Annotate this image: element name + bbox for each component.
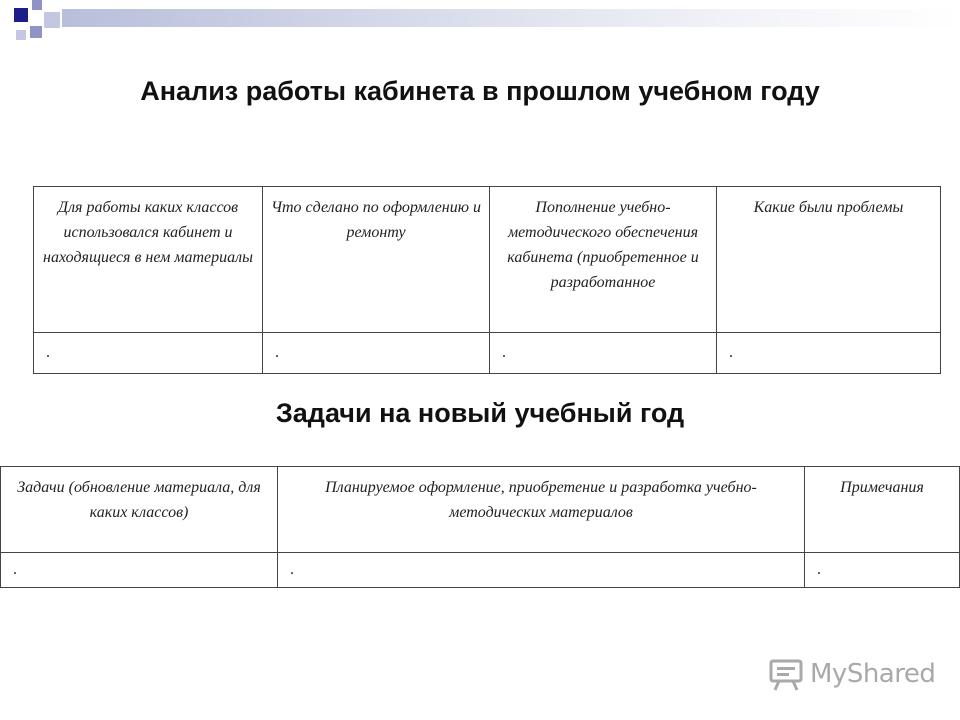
- slide-title: Анализ работы кабинета в прошлом учебном году: [140, 76, 820, 106]
- header-cell-tasks: Задачи (обновление материала, для каких классов): [1, 467, 278, 553]
- header-cell-planned: Планируемое оформление, приобретение и разработка учебно-методических материалов: [278, 467, 805, 553]
- table-cell: .: [490, 333, 717, 374]
- table-cell: .: [34, 333, 263, 374]
- watermark-text: MyShared: [810, 659, 936, 689]
- table-cell: .: [263, 333, 490, 374]
- header-cell-supplies: Пополнение учебно-методического обеспечения кабинета (приобретенное и разработанное: [490, 187, 717, 333]
- section-title: Задачи на новый учебный год: [275, 398, 685, 428]
- table-cell: .: [278, 553, 805, 588]
- decor-square-mid-small: [30, 26, 42, 38]
- table-row: [1, 553, 960, 588]
- header-decoration: [0, 0, 960, 50]
- header-cell-problems: Какие были проблемы: [717, 187, 941, 333]
- table-cell: .: [717, 333, 941, 374]
- header-cell-repairs: Что сделано по оформлению и ремонту: [263, 187, 490, 333]
- decor-square-light: [44, 12, 60, 28]
- gradient-band: [62, 9, 960, 27]
- table-header-row: [1, 467, 960, 553]
- header-cell-classes: Для работы каких классов использовался кабинет и находящиеся в нем материалы: [34, 187, 263, 333]
- table-cell: .: [805, 553, 960, 588]
- decor-square-dark: [14, 8, 28, 22]
- decor-square-light-small: [16, 30, 26, 40]
- table-header-row: [34, 187, 941, 333]
- table-cell: .: [1, 553, 278, 588]
- tasks-table: [0, 466, 960, 588]
- table-row: [34, 333, 941, 374]
- watermark: [768, 654, 935, 694]
- decor-square-mid: [32, 0, 42, 10]
- header-cell-notes: Примечания: [805, 467, 960, 553]
- analysis-table: [33, 186, 941, 374]
- presentation-board-icon: [768, 656, 804, 692]
